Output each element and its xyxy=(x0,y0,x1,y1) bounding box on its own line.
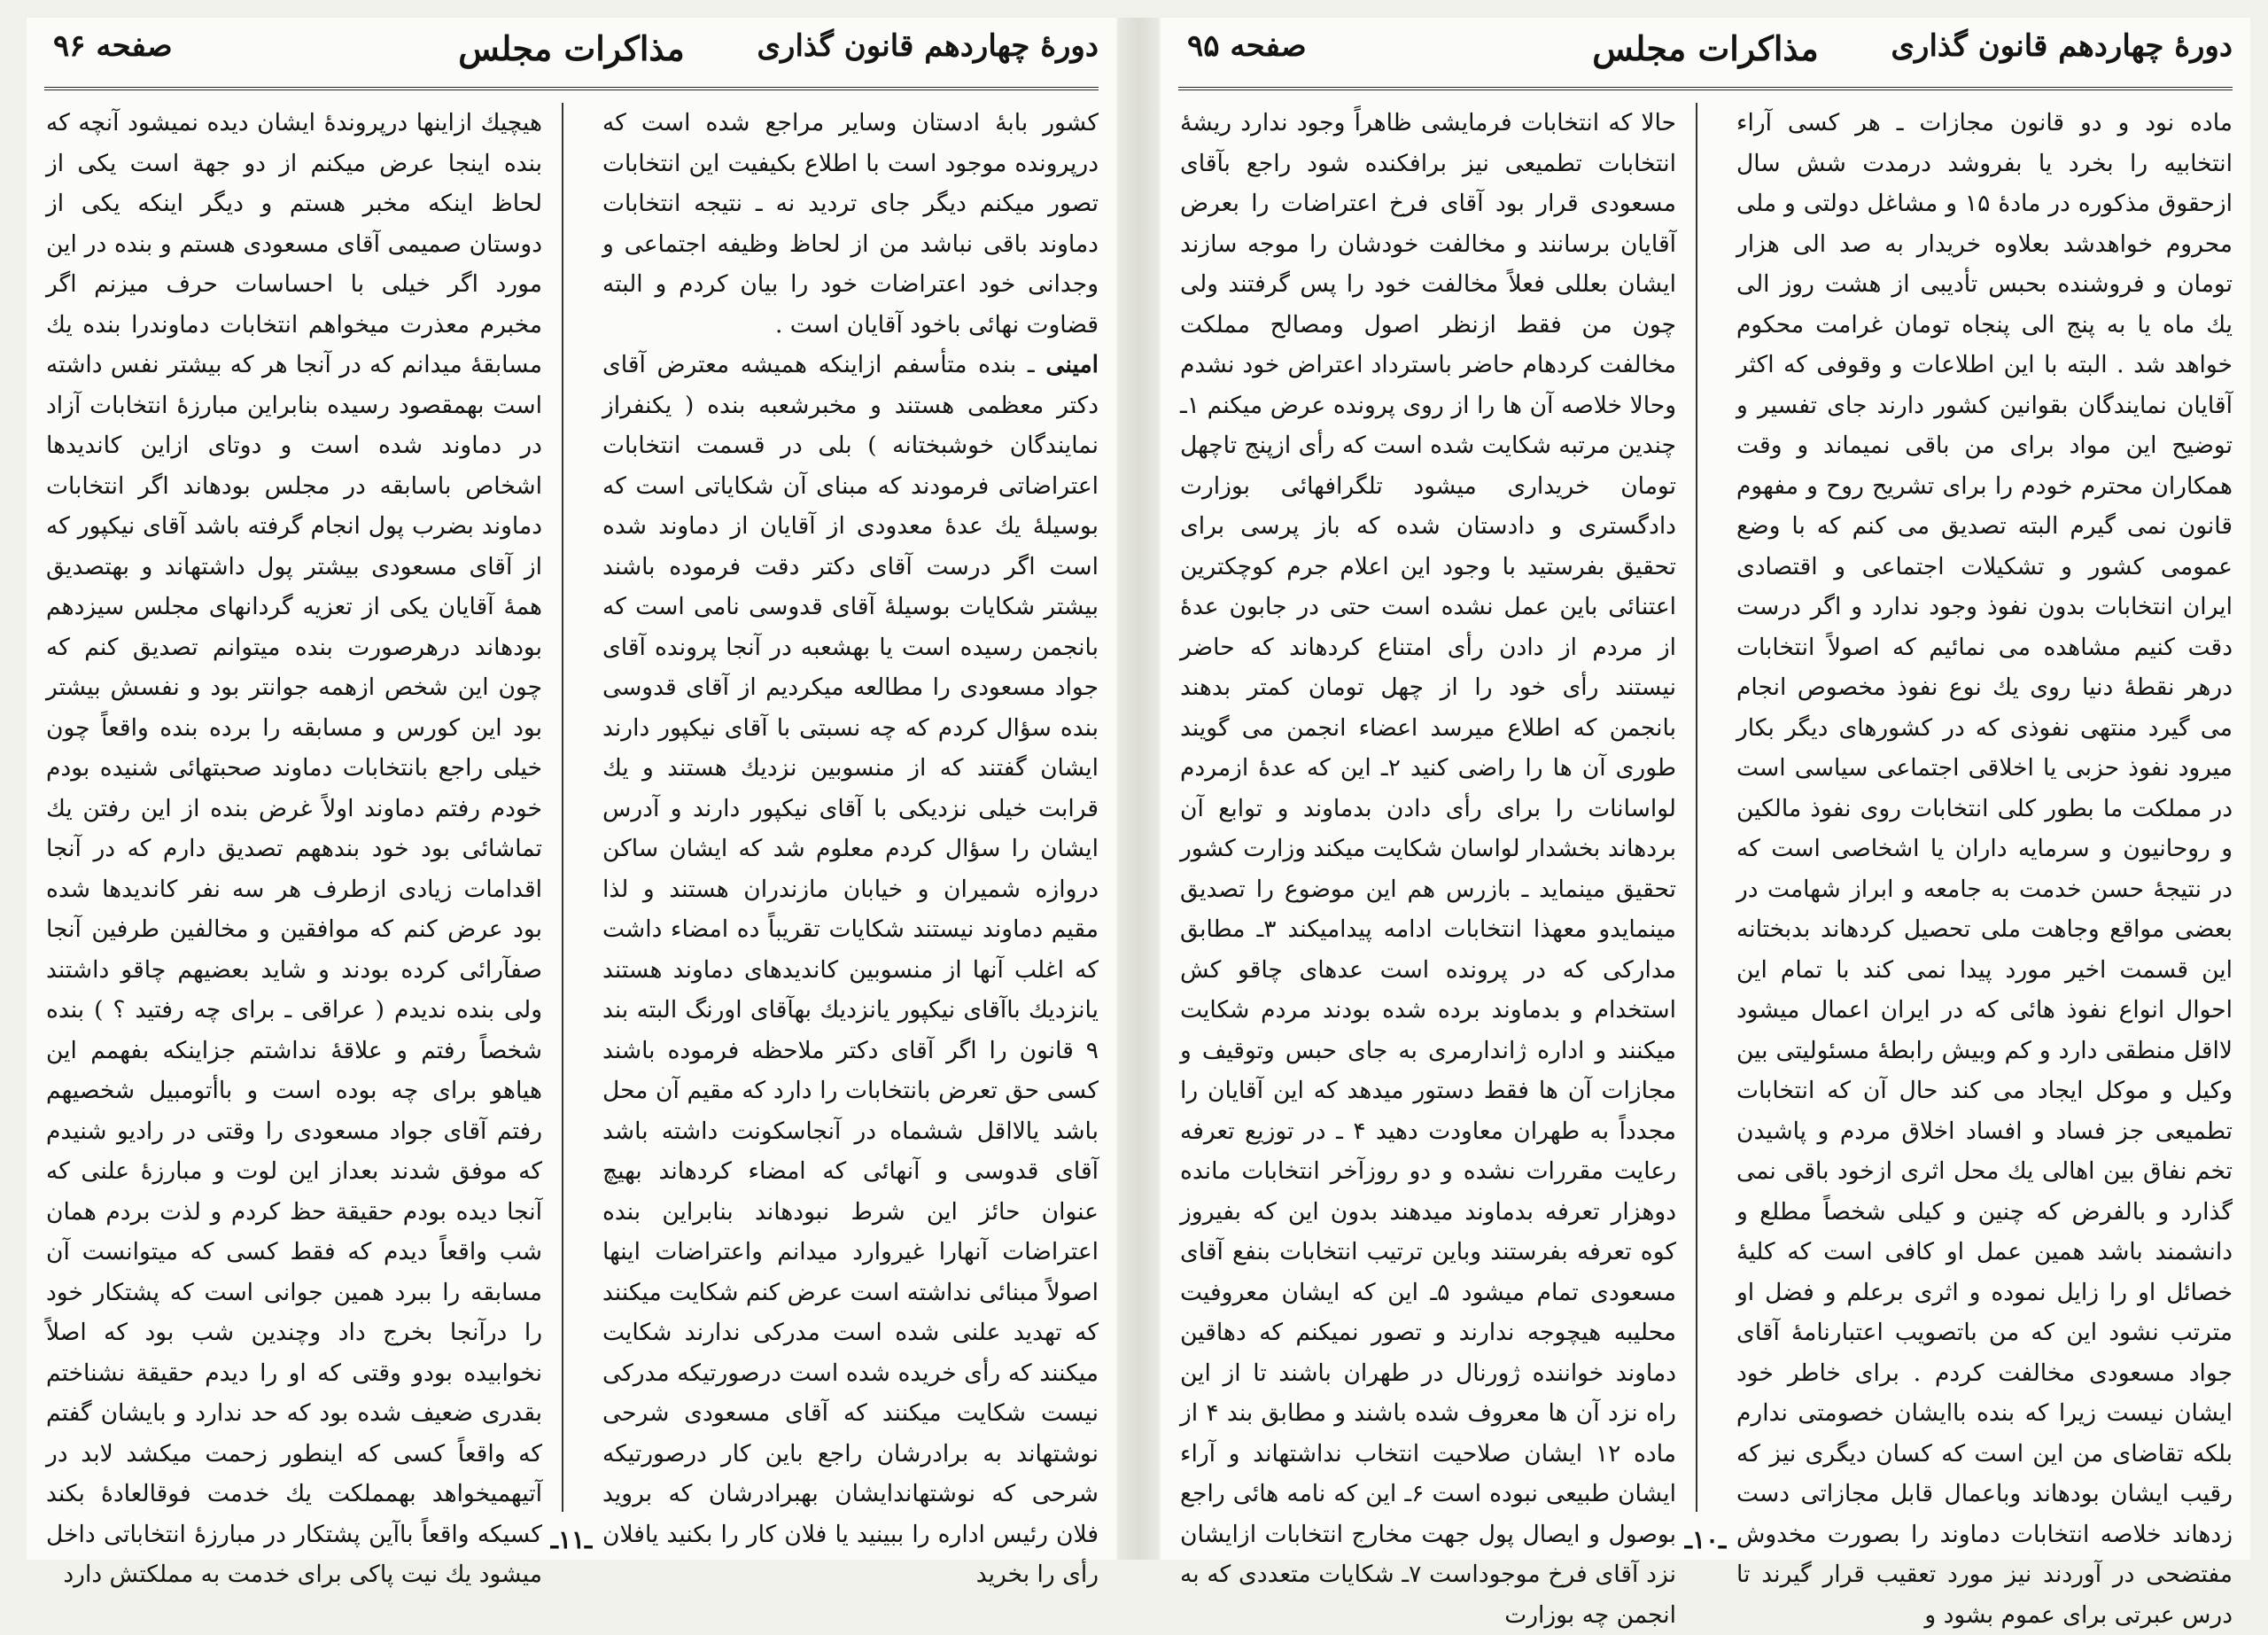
text-column-right xyxy=(602,103,1099,1588)
text-column-left xyxy=(46,103,542,1588)
publication-title: مذاکرات مجلس xyxy=(1592,28,1819,68)
page-95 xyxy=(1161,18,2250,1629)
page-header xyxy=(44,25,1099,85)
text-column-left xyxy=(1180,103,1677,1629)
paragraph: هیچیك ازاینها درپروندهٔ ایشان دیده نمیشود آنچه که بنده اینجا عرض میکنم از دو جهة است یکی از لحاظ اینکه مخبر هستم و دیگر اینکه یکی از دوستان صمیمی آقای مسعودی هستم و بنده در این مورد اگر خیلی با احساسات حرف میزنم اگر مخبرم معذرت میخواهم انتخابات دماوندرا بنده یك مسابقهٔ میدانم که در آنجا هر که بیشتر نفس داشته است بهمقصود رسیده بنابراین مبارزهٔ انتخابات آزاد در دماوند شده است و دوتای ازاین کاندیدها اشخاص باسابقه در مجلس بودهاند اگر انتخابات دماوند بضرب پول انجام گرفته باشد آقای نیکپور که از آقای مسعودی بیشتر پول داشتهاند و بهتصدیق همهٔ آقایان یکی از تعزیه گردانهای مجلس سیزدهم بودهاند درهرصورت بنده میتوانم تصدیق کنم که چون این شخص ازهمه جوانتر بود و نفسش بیشتر بود این کورس و مسابقه را برده بنده واقعاً چون خیلی راجع بانتخابات دماوند صحبتهائی شنیده بودم خودم رفتم دماوند اولاً غرض بنده از این رفتن یك تماشائی بود خود بندههم تصدیق دارم که در آنجا اقدامات زیادی ازطرف هر سه نفر کاندیدها شده بود عرض کنم که موافقین و مخالفین طرفین آنجا صفآرائی کرده بودند و شاید بعضیهم چاقو داشتند ولی بنده ندیدم ( عراقی ـ برای چه رفتید ؟ ) بنده شخصاً رفتم و علاقهٔ نداشتم جزاینکه بفهمم این هیاهو برای چه بوده است و باأتومبیل شخصیهم رفتم آقای جواد مسعودی را وقتی در رادیو شنیدم که موفق شدند بعداز این لوت و مبارزهٔ علنی که آنجا دیده بودم حقیقة حظ کردم و لذت بردم همان شب واقعاً دیدم که فقط کسی که میتوانست آن مسابقه را ببرد همین جوانی است که پشتکار خود را درآنجا بخرج داد وچندین شب بود که اصلاً نخوابیده بودو وقتی که او را دیدم حقیقة نشناختم بقدری ضعیف شده بود که حد ندارد و بایشان گفتم که واقعاً کسی که اینطور زحمت میکشد لابد در آتیهمیخواهد بهمملکت یك خدمت فوقالعادهٔ بکند کسیکه واقعاً باآین پشتکار در مبارزهٔ انتخاباتی داخل میشود یك نیت پاکی برای خدمت به مملکتش دارد xyxy=(46,109,542,1588)
page-number-label: صفحه ۹۵ xyxy=(1187,28,1307,64)
page-number-label: صفحه ۹۶ xyxy=(53,28,173,64)
speech-text: ـ بنده متأسفم ازاینکه همیشه معترض آقای دکتر معظمی هستند و مخبرشعبه بنده ( یکنفراز نمایندگان خوشبختانه ) بلی در قسمت انتخابات اعتراضاتی فرمودند که مبنای آن شکایاتی است که بوسیلهٔ یك عدهٔ معدودی از آقایان از دماوند شده است اگر درست آقای دکتر دقت فرموده باشند بیشتر شکایات بوسیلهٔ آقای قدوسی نامی است که بانجمن رسیده است یا بهشعبه در آنجا پرونده آقای جواد مسعودی را مطالعه میکردیم از آقای قدوسی بنده سؤال کردم که چه نسبتی با آقای نیکپور دارند ایشان گفتند که از منسوبین نزدیك هستند و یك قرابت خیلی نزدیکی با آقای نیکپور دارند و آدرس ایشان را سؤال کردم معلوم شد که ایشان ساکن دروازه شمیران و خیابان مازندران هستند و لذا مقیم دماوند نیستند شکایات تقریباً ده امضاء داشت که اغلب آنها از منسوبین کاندیدهای دماوند هستند یانزدیك باآقای نیکپور یانزدیك بهآقای اورنگ البته بند ۹ قانون را اگر آقای دکتر ملاحظه فرموده باشند کسی حق تعرض بانتخابات را دارد که مقیم آن محل باشد یالااقل ششماه در آنجاسکونت داشته باشد آقای قدوسی و آنهائی که امضاء کردهاند بهیچ عنوان حائز این شرط نبودهاند بنابراین بنده اعتراضات آنهارا غیروارد میدانم واعتراضات اینها اصولاً مبنائی نداشته است عرض کنم شکایت میکنند که تهدید علنی شده است مدرکی ندارند شکایت میکنند که رأی خریده شده است درصورتیکه مدرکی نیست شکایت میکنند که آقای مسعودی شرحی نوشتهاند به برادرشان راجع باین کار درصورتیکه شرحی که نوشتهاندایشان بهبرادرشان که بروید فلان رئیس اداره را ببینید یا فلان کار را بکنید یافلان رأی را بخرید xyxy=(602,351,1099,1588)
page-header xyxy=(1178,25,2233,85)
header-divider xyxy=(1178,87,2233,90)
speaker-name: امینی xyxy=(1045,351,1099,378)
column-divider xyxy=(562,103,563,1512)
page-folio: ـ۱۱ـ xyxy=(550,1525,593,1554)
page-96 xyxy=(27,18,1116,1588)
publication-title: مذاکرات مجلس xyxy=(458,28,685,68)
page-folio: ـ۱۰ـ xyxy=(1684,1525,1727,1554)
paragraph: ماده نود و دو قانون مجازات ـ هر کسی آراء انتخابیه را بخرد یا بفروشد درمدت شش سال ازحقوق مذکوره در مادهٔ ۱۵ و مشاغل دولتی و ملی محروم خواهدشد بعلاوه خریدار به صد الی هزار تومان و فروشنده بحبس تأدیبی از هشت روز الی یك ماه یا به پنج الی پنجاه تومان غرامت محکوم خواهد شد . البته با این اطلاعات و وقوفی که اکثر آقایان نمایندگان بقوانین کشور دارند جای تفسیر و توضیح این مواد برای من باقی نمیماند و وقت همکاران محترم خودم را برای تشریح روح و مفهوم قانون نمی گیرم البته تصدیق می کنم که با وضع عمومی کشور و تشکیلات اجتماعی و اقتصادی ایران انتخابات بدون نفوذ وجود ندارد و اگر درست دقت کنیم مشاهده می نمائیم که اصولاً انتخابات درهر نقطهٔ دنیا روی یك نوع نفوذ مخصوص انجام می گیرد منتهی نفوذی که در کشورهای دیگر بکار میرود نفوذ حزبی یا اخلاقی اجتماعی سیاسی است در مملکت ما بطور کلی انتخابات روی نفوذ مالکین و روحانیون و سرمایه داران یا اشخاصی است که در نتیجهٔ حسن خدمت به جامعه و ابراز شهامت در بعضی مواقع وجاهت ملی تحصیل کردهاند بدبختانه این قسمت اخیر مورد پیدا نمی کند با تمام این احوال انواع نفوذ هائی که در ایران اعمال میشود لااقل منطقی دارد و کم وبیش رابطهٔ مسئولیتی بین وکیل و موکل ایجاد می کند حال آن که انتخابات تطمیعی جز فساد و افساد اخلاق مردم و پاشیدن تخم نفاق بین اهالی یك محل اثری ازخود باقی نمی گذارد و بالفرض که چنین و کیلی شخصاً مطلع و دانشمند باشد همین عمل او کافی است که کلیهٔ خصائل او را زایل نموده و اثری برعلم و فضل او مترتب نشود این که من باتصویب اعتبارنامهٔ آقای جواد مسعودی مخالفت کردم . برای خاطر خود ایشان نیست زیرا که بنده باایشان خصومتی ندارم بلکه تقاضای من این است که کسان دیگری نیز که رقیب ایشان بودهاند وباعمال قابل مجازاتی دست زدهاند خلاصه انتخابات دماوند را بصورت مخدوش مفتضحی در آوردند نیز مورد تعقیب قرار گیرند تا درس عبرتی برای عموم بشود و xyxy=(1736,109,2233,1629)
column-divider xyxy=(1696,103,1697,1512)
series-title: دورهٔ چهاردهم قانون گذاری xyxy=(1891,28,2233,64)
header-divider xyxy=(44,87,1099,90)
paragraph xyxy=(602,345,1099,1595)
book-gutter xyxy=(1118,18,1159,1560)
paragraph: حالا که انتخابات فرمایشی ظاهراً وجود ندارد ریشهٔ انتخابات تطمیعی نیز برافکنده شود راجع بآقای مسعودی قرار بود آقای فرخ اعتراضات را بعرض آقایان برسانند و مخالفت خودشان را موجه سازند ایشان بعللی فعلاً مخالفت خود را پس گرفتند ولی چون من فقط ازنظر اصول ومصالح مملکت مخالفت کردهام حاضر باسترداد اعتراض خود نشدم وحالا خلاصه آن ها را از روی پرونده عرض میکنم ۱ـ چندین مرتبه شکایت شده است که رأی ازپنج تاچهل تومان خریداری میشود تلگرافهائی بوزارت دادگستری و دادستان شده که باز پرسی برای تحقیق بفرستید با وجود این اعلام جرم کوچکترین اعتنائی باین عمل نشده است حتی در جابون عدهٔ از مردم از دادن رأی امتناع کردهاند که حاضر نیستند رأی خود را از چهل تومان کمتر بدهند بانجمن که اطلاع میرسد اعضاء انجمن می گویند طوری آن ها را راضی کنید ۲ـ این که عدهٔ ازمردم لواسانات را برای رأی دادن بدماوند و توابع آن بردهاند بخشدار لواسان شکایت میکند وزارت کشور تحقیق مینماید ـ بازرس هم این موضوع را تصدیق مینمایدو معهذا انتخابات ادامه پیدامیکند ۳ـ مطابق مدارکی که در پرونده است عدهای چاقو کش استخدام و بدماوند برده شده بودند مردم شکایت میکنند و اداره ژاندارمری به جای حبس وتوقیف و مجازات آن ها فقط دستور میدهد که این آقایان را مجدداً به طهران معاودت دهید ۴ ـ در توزیع تعرفه رعایت مقررات نشده و دو روزآخر انتخابات مانده دوهزار تعرفه بدماوند میدهند بدون این که بفیروز کوه تعرفه بفرستند وباین ترتیب انتخابات بنفع آقای مسعودی تمام میشود ۵ـ این که ایشان معروفیت محلیبه هیچوجه ندارند و تصور نمیکنم که دهاقین دماوند خواننده ژورنال در طهران باشند تا از این راه نزد آن ها معروف شده باشند و مطابق بند ۴ از ماده ۱۲ ایشان صلاحیت انتخاب نداشتهاند و آراء ایشان طبیعی نبوده است ۶ـ این که نامه هائی راجع بوصول و ایصال پول جهت مخارج انتخابات ازایشان نزد آقای فرخ موجوداست ۷ـ شکایات متعددی که به انجمن چه بوزارت xyxy=(1180,109,1677,1629)
text-column-right xyxy=(1736,103,2233,1629)
paragraph: کشور بابهٔ ادستان وسایر مراجع شده است که درپرونده موجود است با اطلاع بکیفیت این انتخابات تصور میکنم دیگر جای تردید نه ـ نتیجه انتخابات دماوند باقی نباشد من از لحاظ وظیفه اجتماعی و وجدانی خود اعتراضات خود را بیان کردم و البته قضاوت نهائی باخود آقایان است . xyxy=(602,109,1099,339)
series-title: دورهٔ چهاردهم قانون گذاری xyxy=(757,28,1099,64)
